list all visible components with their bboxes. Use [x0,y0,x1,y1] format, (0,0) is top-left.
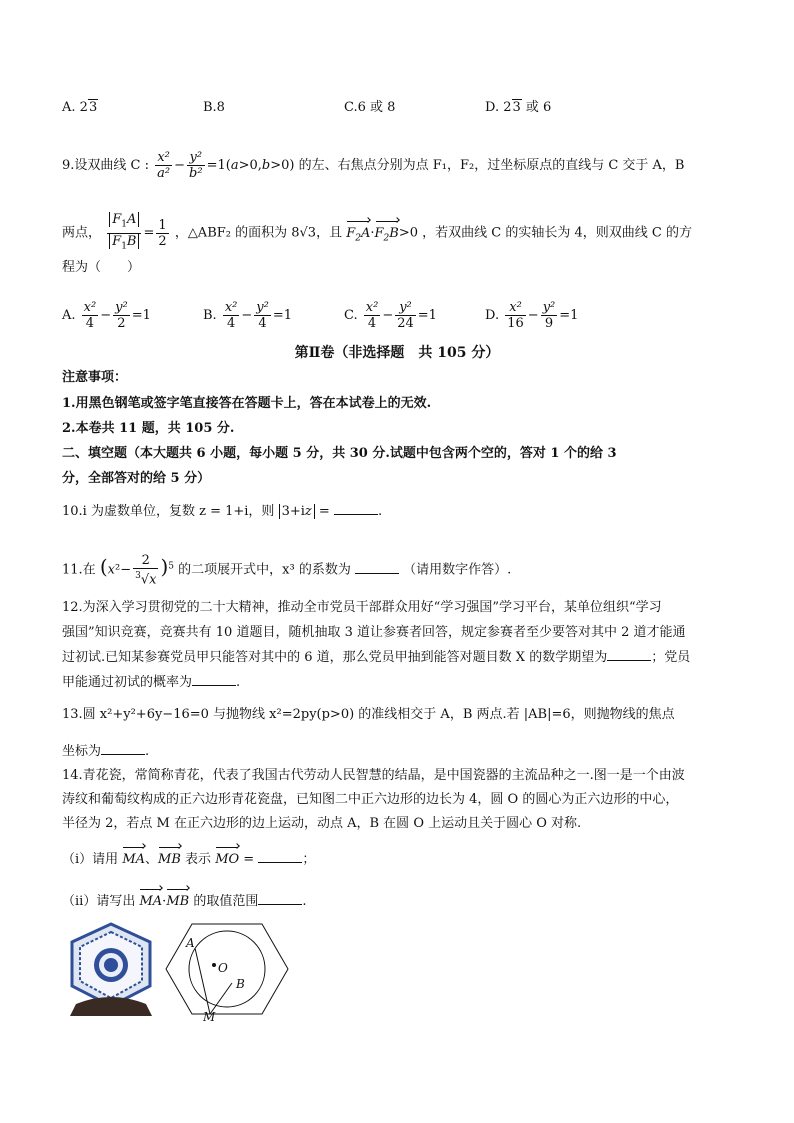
section2-line1: 二、填空题（本大题共 6 小题，每小题 5 分，共 30 分.试题中包含两个空的，答对 1 个的给 3 [62,446,617,461]
q9-line2: 两点， $\frac{F_1A}{F_1B}$ = $\frac{1}{2}$ ，△ABF₂ 的面积为 8√3，且 $F_2A\cdot F_2B>0$ ，若双曲线 C 的实轴长为 4，则双曲线 C 的方 [62,212,692,252]
q9-option-d: D. $\frac{\text{x²}}{16}$ − $\frac{\text{y²}}{9}$ =1 [485,300,579,331]
notice-1: 1.用黑色钢笔或签字笔直接答在答题卡上，答在本试卷上的无效. [62,396,432,411]
q9-line2-suffix: ，若双曲线 C 的实轴长为 4，则双曲线 C 的方 [422,225,692,241]
q9-line2-prefix: 两点， [62,225,102,241]
fig-label-b: B [236,977,245,991]
part2-title: 第Ⅱ卷（非选择题 共 105 分） [294,345,500,361]
q12-line3 [62,648,690,668]
q12-line3-text: 过初试.已知某参赛党员甲只能答对其中的 6 道，那么党员甲抽到能答对题目数 X 的数学期望为 [62,650,608,665]
q9-option-c: C. $\frac{\text{x²}}{4}$ − $\frac{\text{y²}}{24}$ =1 [344,300,437,331]
q9-line3: 程为（ ） [62,260,141,275]
q12-answer-blank-1[interactable] [607,648,651,661]
q8-option-b: B.8 [203,100,225,115]
q8-option-d: D. 23 或 6 [485,100,552,115]
q14-sub1-mid: 表示 [185,852,212,867]
section2-line2: 分，全部答对的给 5 分） [62,471,211,486]
q11-answer-blank[interactable] [355,561,399,574]
q9-option-b: B. $\frac{\text{x²}}{4}$ − $\frac{\text{y²}}{4}$ =1 [203,300,293,331]
q14-answer-blank-1[interactable] [258,850,302,863]
q13-line2: 坐标为 . [62,744,150,759]
q14-answer-blank-2[interactable] [258,892,302,905]
q11: 11.在 (x²− $\frac{2}{^3√x}$ )$^5$ 的二项展开式中，x³ 的系数为 （请用数字作答）. [62,553,512,588]
q8-option-a: A. 23 [62,100,98,115]
q9-line1: 9.设双曲线 C : $\frac{\text{x²}}{\text{a²}}$ − $\frac{\text{y²}}{\text{b²}}$ =1(a>0,b>0) 的左、右焦点分别为点 F₁，F₂，过坐标原点的直线与 C 交于 A，B [62,150,685,181]
q10-prefix: 10.i 为虚数单位，复数 z = 1+i，则 [62,504,275,519]
q12-line3-tail: ；党员 [651,650,691,665]
q14-line2: 涛纹和葡萄纹构成的正六边形青花瓷盘，已知图二中正六边形的边长为 4，圆 O 的圆心为正六边形的中心， [62,792,679,807]
q12-line2: 强国”知识竞赛，竞赛共有 10 道题目，随机抽取 3 道让参赛者回答，规定参赛者至少要答对其中 2 道才能通 [62,625,686,640]
q11-suffix: 的二项展开式中，x³ 的系数为 [178,562,351,578]
q9-line2-mid: ，△ABF₂ 的面积为 8√3，且 [174,225,343,241]
q13-line2-text: 坐标为 [62,744,102,759]
q10-answer-blank[interactable] [334,502,378,515]
q14-line3: 半径为 2，若点 M 在正六边形的边上运动，动点 A，B 在圆 O 上运动且关于圆心 O 对称. [62,816,582,831]
q14-sub2-suffix: 的取值范围 [193,894,259,909]
q11-prefix: 11.在 [62,562,96,578]
q10: 10.i 为虚数单位，复数 z = 1+i，则 3+iz = . [62,504,383,519]
q9-prefix: 9.设双曲线 C : [62,158,149,173]
porcelain-plate-image [66,920,156,1020]
q8-option-c: C.6 或 8 [344,100,396,115]
fig-label-m: M [203,1010,216,1024]
q14-line1: 14.青花瓷，常简称青花，代表了我国古代劳动人民智慧的结晶，是中国瓷器的主流品种之一.图一是一个由波 [62,768,685,783]
q13-line1: 13.圆 x²+y²+6y−16=0 与抛物线 x²=2py(p>0) 的准线相交于 A，B 两点.若 |AB|=6，则抛物线的焦点 [62,707,675,722]
fig-label-o: O [218,961,228,975]
q9-option-a: A. $\frac{\text{x²}}{4}$ − $\frac{\text{y²}}{2}$ =1 [62,300,151,331]
q12-line1: 12.为深入学习贯彻党的二十大精神，推动全市党员干部群众用好“学习强国”学习平台，某单位组织“学习 [62,600,662,615]
q12-answer-blank-2[interactable] [192,673,236,686]
q14-sub2: （ii）请写出 MA·MB 的取值范围 . [62,892,306,912]
notice-label: 注意事项： [62,370,128,385]
q14-sub2-prefix: （ii）请写出 [62,894,136,909]
fig-label-a: A [186,936,195,950]
q14-sub1-prefix: （i）请用 [62,852,119,867]
q9-line1-suffix: 的左、右焦点分别为点 F₁，F₂，过坐标原点的直线与 C 交于 A，B [298,158,685,173]
q11-tail: （请用数字作答）. [403,562,512,578]
q12-line4-text: 甲能通过初试的概率为 [62,675,193,690]
q14-sub1: （i）请用 MA、MB 表示 MO = ； [62,850,315,870]
q13-answer-blank[interactable] [101,742,145,755]
q10-suffix: = [318,504,330,519]
notice-2: 2.本卷共 11 题，共 105 分. [62,421,235,436]
q12-line4: 甲能通过初试的概率为 . [62,675,241,690]
